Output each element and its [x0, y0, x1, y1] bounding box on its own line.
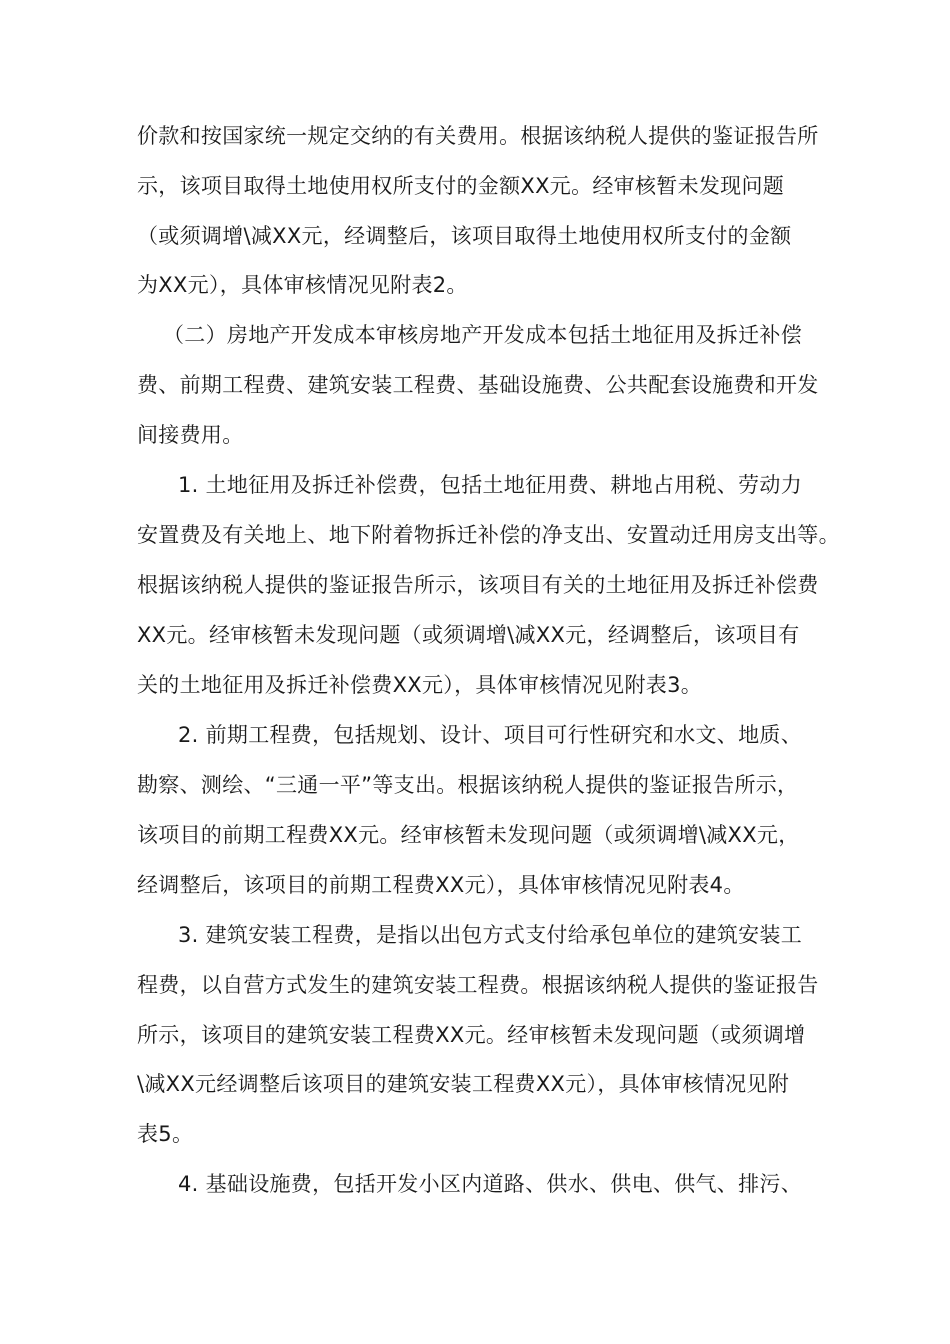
item-3-start: 3. 建筑安装工程费，是指以出包方式支付给承包单位的建筑安装工 [178, 923, 803, 947]
text-line-3: （或须调增\减XX元，经调整后，该项目取得土地使用权所支付的金额 [137, 224, 792, 248]
item-2-start: 2. 前期工程费，包括规划、设计、项目可行性研究和水文、地质、 [178, 723, 803, 747]
item-4-start: 4. 基础设施费，包括开发小区内道路、供水、供电、供气、排污、 [178, 1172, 803, 1196]
text-line-11: XX元。经审核暂未发现问题（或须调增\减XX元，经调整后，该项目有 [137, 623, 800, 647]
text-line-19: 所示，该项目的建筑安装工程费XX元。经审核暂未发现问题（或须调增 [137, 1023, 806, 1047]
text-line-20: \减XX元经调整后该项目的建筑安装工程费XX元），具体审核情况见附 [137, 1072, 790, 1096]
text-line-1: 价款和按国家统一规定交纳的有关费用。根据该纳税人提供的鉴证报告所 [137, 124, 819, 148]
text-line-6: 费、前期工程费、建筑安装工程费、基础设施费、公共配套设施费和开发 [137, 373, 819, 397]
text-line-7: 间接费用。 [137, 423, 244, 447]
text-line-9: 安置费及有关地上、地下附着物拆迁补偿的净支出、安置动迁用房支出等。 [137, 523, 840, 547]
text-line-4: 为XX元），具体审核情况见附表2。 [137, 273, 468, 297]
item-1-start: 1. 土地征用及拆迁补偿费，包括土地征用费、耕地占用税、劳动力 [178, 473, 803, 497]
text-line-14: 勘察、测绘、“三通一平”等支出。根据该纳税人提供的鉴证报告所示， [137, 773, 799, 797]
text-line-2: 示，该项目取得土地使用权所支付的金额XX元。经审核暂未发现问题 [137, 174, 785, 198]
text-line-15: 该项目的前期工程费XX元。经审核暂未发现问题（或须调增\减XX元， [137, 823, 800, 847]
text-line-18: 程费，以自营方式发生的建筑安装工程费。根据该纳税人提供的鉴证报告 [137, 973, 819, 997]
text-line-10: 根据该纳税人提供的鉴证报告所示，该项目有关的土地征用及拆迁补偿费 [137, 573, 819, 597]
text-line-16: 经调整后，该项目的前期工程费XX元），具体审核情况见附表4。 [137, 873, 745, 897]
section-heading-2: （二）房地产开发成本审核房地产开发成本包括土地征用及拆迁补偿 [163, 323, 802, 347]
text-line-21: 表5。 [137, 1122, 194, 1146]
text-line-12: 关的土地征用及拆迁补偿费XX元），具体审核情况见附表3。 [137, 673, 703, 697]
